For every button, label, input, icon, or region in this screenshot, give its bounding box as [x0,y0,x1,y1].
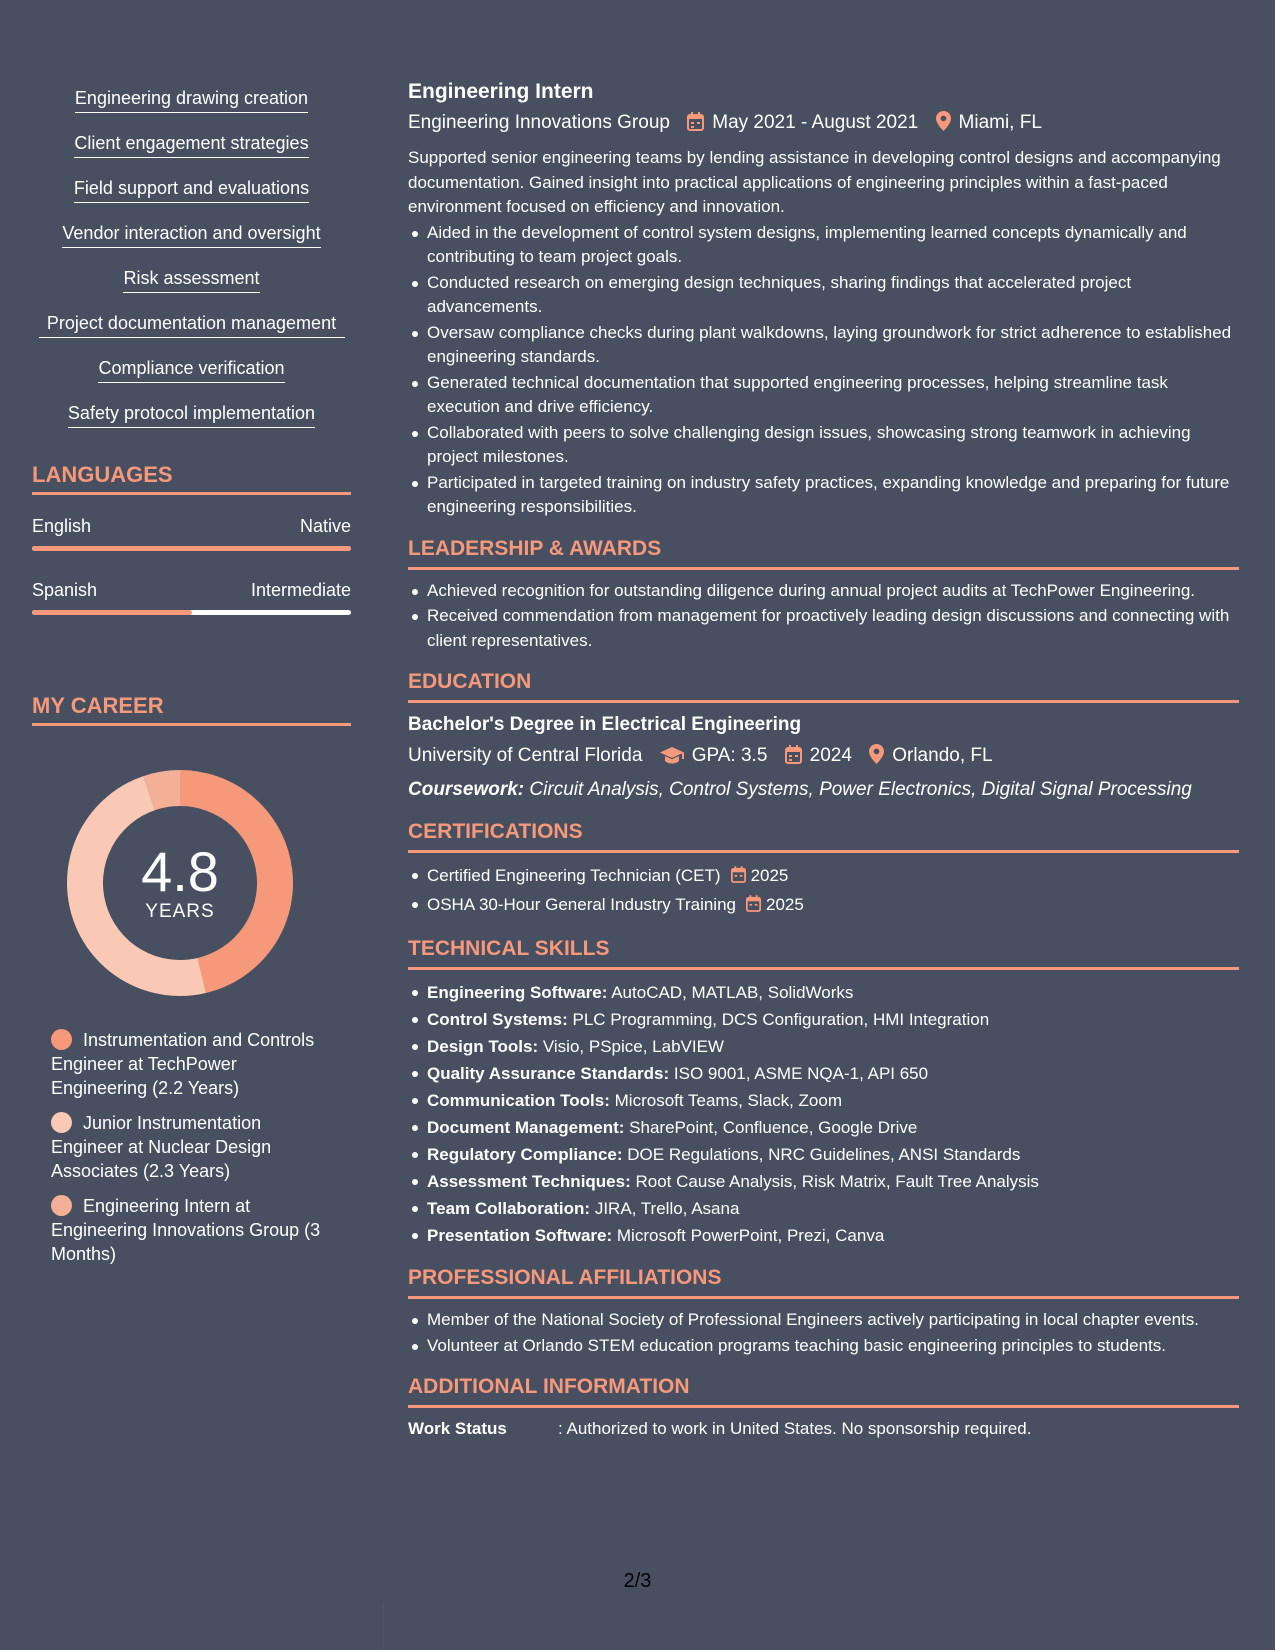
sidebar [32,86,351,1277]
list-item: Control Systems: PLC Programming, DCS Configuration, HMI Integration [408,1006,1239,1033]
gpa: GPA: 3.5 [691,745,768,766]
map-pin-icon [869,744,884,772]
list-item: Collaborated with peers to solve challenging design issues, showcasing strong teamwork in achieving project milestones. [408,421,1239,470]
career-donut-chart [65,768,295,998]
language-level-bar [32,546,351,551]
languages-heading: LANGUAGES [32,462,351,495]
list-item: Member of the National Society of Professional Engineers actively participating in local chapter events. [408,1308,1239,1333]
list-item: Conducted research on emerging design techniques, sharing findings that accelerated project advancements. [408,271,1239,320]
language-row [32,515,351,551]
list-item: Quality Assurance Standards: ISO 9001, ASME NQA-1, API 650 [408,1060,1239,1087]
language-level: Native [299,516,351,536]
career-heading: MY CAREER [32,693,351,726]
job-location: Miami, FL [958,112,1042,133]
skill-item: Vendor interaction and oversight [32,221,351,248]
main-content [408,79,1239,1441]
list-item: Assessment Techniques: Root Cause Analysis, Risk Matrix, Fault Tree Analysis [408,1168,1239,1195]
technical-skills-heading: TECHNICAL SKILLS [408,936,1239,970]
job-title: Engineering Intern [408,80,594,103]
skill-item: Risk assessment [32,266,351,293]
affiliations-list [408,1308,1239,1358]
leadership-list [408,579,1239,654]
career-legend-item: Junior Instrumentation Engineer at Nuclear Design Associates (2.3 Years) [51,1113,272,1181]
legend-dot-icon [51,1029,72,1050]
language-row [32,579,351,615]
education-heading: EDUCATION [408,669,1239,703]
education-meta [408,743,1239,772]
legend-dot-icon [51,1195,72,1216]
technical-skills-list [408,979,1239,1249]
work-status-value: : Authorized to work in United States. No sponsorship required. [558,1419,1032,1438]
career-legend-item: Instrumentation and Controls Engineer at TechPower Engineering (2.2 Years) [51,1030,315,1098]
school-location: Orlando, FL [892,745,993,766]
list-item: Oversaw compliance checks during plant walkdowns, laying groundwork for strict adherence to established engineering standards. [408,321,1239,370]
list-item: Team Collaboration: JIRA, Trello, Asana [408,1195,1239,1222]
list-item: Communication Tools: Microsoft Teams, Slack, Zoom [408,1087,1239,1114]
list-item: Generated technical documentation that supported engineering processes, helping streamline task execution and drive efficiency. [408,371,1239,420]
calendar-icon [785,745,802,772]
skill-item: Compliance verification [32,356,351,383]
list-item: Engineering Software: AutoCAD, MATLAB, SolidWorks [408,979,1239,1006]
list-item: Presentation Software: Microsoft PowerPoint, Prezi, Canva [408,1222,1239,1249]
company-name: Engineering Innovations Group [408,112,670,133]
language-level: Intermediate [250,580,351,600]
work-status-label: Work Status [408,1419,507,1438]
skill-item: Field support and evaluations [32,176,351,203]
list-item: Participated in targeted training on industry safety practices, expanding knowledge and preparing for future engineering responsibilities. [408,471,1239,520]
certifications-heading: CERTIFICATIONS [408,819,1239,853]
job-summary: Supported senior engineering teams by lending assistance in developing control designs and accompanying documentation. Gained insight into practical applications of engineering principles within a fast-paced environment focused on efficiency and innovation. [408,148,1221,216]
affiliations-heading: PROFESSIONAL AFFILIATIONS [408,1265,1239,1299]
language-name: Spanish [32,580,98,600]
additional-info-heading: ADDITIONAL INFORMATION [408,1374,1239,1408]
degree-title: Bachelor's Degree in Electrical Engineering [408,714,802,735]
language-name: English [32,516,92,536]
skill-item: Client engagement strategies [32,131,351,158]
list-item: Achieved recognition for outstanding diligence during annual project audits at TechPower Engineering. [408,579,1239,604]
school-name: University of Central Florida [408,745,643,766]
graduation-cap-icon [660,746,684,772]
job-dates: May 2021 - August 2021 [712,112,919,133]
divider [383,1602,384,1650]
career-total-years: 4.8 [141,840,219,903]
language-level-bar [32,610,351,615]
donut-segment-3 [149,788,180,793]
career-total-unit: YEARS [145,901,215,922]
skill-item: Safety protocol implementation [32,401,351,428]
list-item: Regulatory Compliance: DOE Regulations, NRC Guidelines, ANSI Standards [408,1141,1239,1168]
legend-dot-icon [51,1112,72,1133]
career-legend [51,1028,336,1266]
skills-list [32,86,351,428]
page-number: 2/3 [623,1570,652,1592]
list-item: Volunteer at Orlando STEM education programs teaching basic engineering principles to students. [408,1334,1239,1359]
work-status-row [408,1417,1239,1441]
calendar-icon [746,893,761,920]
list-item: Document Management: SharePoint, Confluence, Google Drive [408,1114,1239,1141]
certifications-list [408,862,1239,920]
job-meta [408,110,1239,139]
list-item: OSHA 30-Hour General Industry Training 2025 [408,891,1239,920]
skill-item: Engineering drawing creation [32,86,351,113]
list-item: Certified Engineering Technician (CET) 2025 [408,862,1239,891]
leadership-heading: LEADERSHIP & AWARDS [408,536,1239,570]
list-item: Received commendation from management for proactively leading design discussions and connecting with client representatives. [408,604,1239,653]
graduation-year: 2024 [809,745,852,766]
calendar-icon [687,112,704,139]
list-item: Design Tools: Visio, PSpice, LabVIEW [408,1033,1239,1060]
list-item: Aided in the development of control system designs, implementing learned concepts dynamically and contributing to team project goals. [408,221,1239,270]
coursework: Coursework: Circuit Analysis, Control Systems, Power Electronics, Digital Signal Processing [408,779,1192,800]
calendar-icon [731,864,746,891]
skill-item: Project documentation management [32,311,351,338]
job-bullets [408,221,1239,520]
map-pin-icon [936,111,951,139]
career-legend-item: Engineering Intern at Engineering Innovations Group (3 Months) [51,1196,321,1264]
